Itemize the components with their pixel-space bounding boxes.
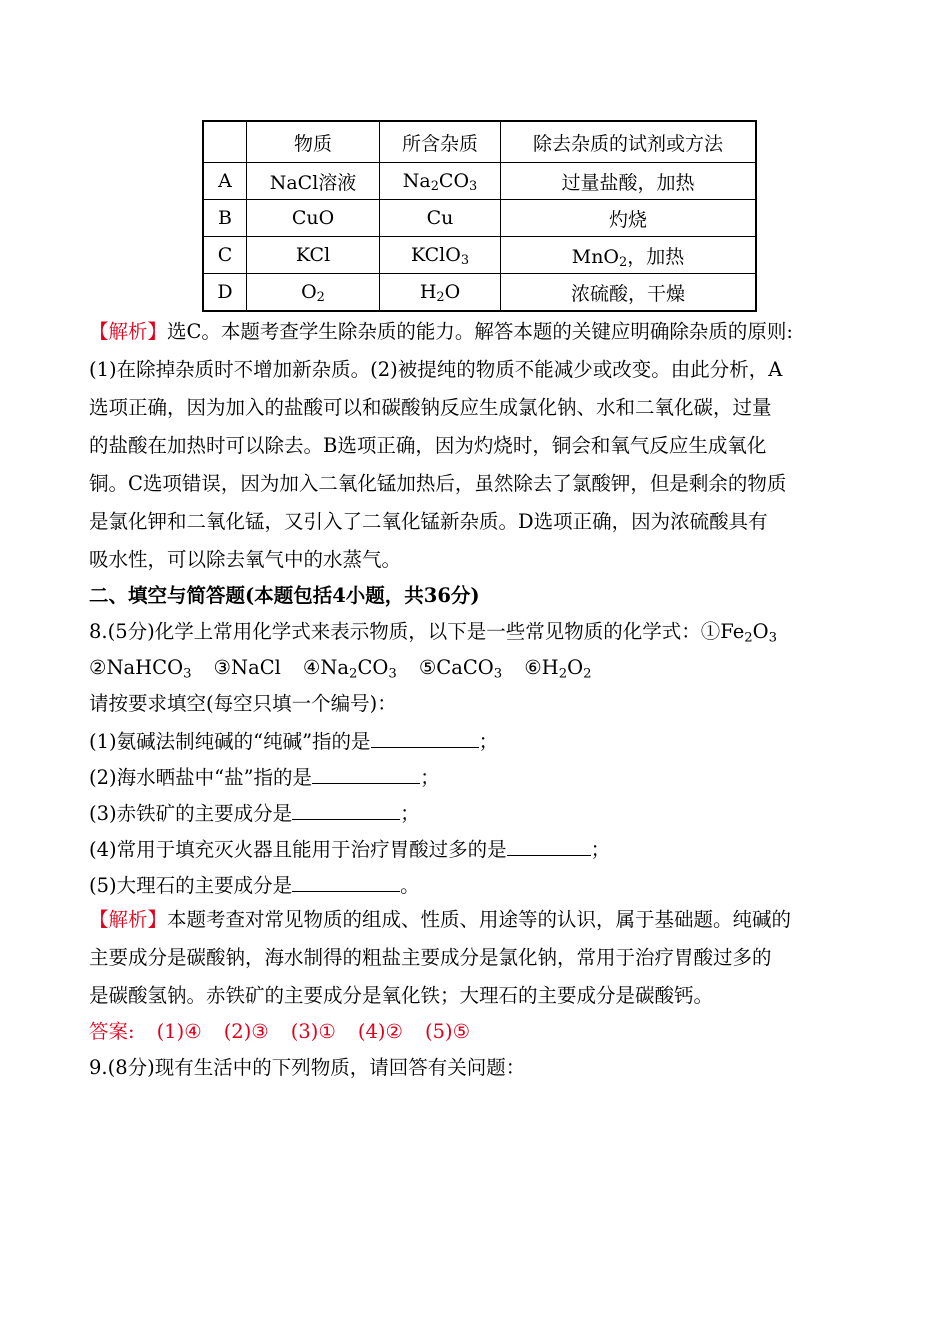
header-cell-substance: 物质 <box>247 121 380 163</box>
table-row <box>203 200 756 237</box>
table-header-row <box>203 121 756 163</box>
analysis-line: 是碳酸氢钠。赤铁矿的主要成分是氧化铁；大理石的主要成分是碳酸钙。 <box>89 984 714 1007</box>
method-cell: MnO$_2$，加热 <box>501 237 757 274</box>
header-cell-method: 除去杂质的试剂或方法 <box>501 121 757 163</box>
question-9-stem: 9.(8分)现有生活中的下列物质，请回答有关问题： <box>89 1056 526 1079</box>
header-cell-option <box>203 121 247 163</box>
header-cell-impurity: 所含杂质 <box>380 121 501 163</box>
analysis-line: 铜。C选项错误，因为加入二氧化锰加热后，虽然除去了氯酸钾，但是剩余的物质 <box>89 472 787 495</box>
impurity-cell: Cu <box>380 200 501 237</box>
analysis-line: 选项正确，因为加入的盐酸可以和碳酸钠反应生成氯化钠、水和二氧化碳，过量 <box>89 396 772 419</box>
substance-cell: $O_2$ <box>247 274 380 312</box>
section-title: 二、填空与简答题(本题包括4小题，共36分) <box>89 584 480 607</box>
analysis-line: 是氯化钾和二氧化锰，又引入了二氧化锰新杂质。D选项正确，因为浓硫酸具有 <box>89 510 768 533</box>
answer-blank[interactable] <box>312 763 420 784</box>
impurity-table <box>202 120 757 312</box>
method-cell: 灼烧 <box>501 200 757 237</box>
option-cell: B <box>203 200 247 237</box>
question-8-part-1: (1)氨碱法制纯碱的“纯碱”指的是 ； <box>89 727 869 755</box>
answer-blank[interactable] <box>292 799 400 820</box>
option-cell: D <box>203 274 247 312</box>
option-cell: C <box>203 237 247 274</box>
table-row <box>203 163 756 200</box>
table-row <box>203 237 756 274</box>
question-8-instruction: 请按要求填空(每空只填一个编号)： <box>89 692 397 715</box>
impurity-cell: $H_2O$ <box>380 274 501 312</box>
question-8-part-5: (5)大理石的主要成分是 。 <box>89 871 869 899</box>
method-cell: 过量盐酸，加热 <box>501 163 757 200</box>
answer-blank[interactable] <box>292 871 400 892</box>
analysis-line: 主要成分是碳酸钠，海水制得的粗盐主要成分是氯化钠，常用于治疗胃酸过多的 <box>89 946 772 969</box>
answer-line: 答案: (1)④ (2)③ (3)① (4)② (5)⑤ <box>89 1020 471 1043</box>
substance-cell: CuO <box>247 200 380 237</box>
substance-cell: NaCl溶液 <box>247 163 380 200</box>
substance-cell: KCl <box>247 237 380 274</box>
impurity-cell: $Na_2CO_3$ <box>380 163 501 200</box>
impurity-cell: KClO$_3$ <box>380 237 501 274</box>
analysis-line: 吸水性，可以除去氧气中的水蒸气。 <box>89 548 402 571</box>
answer-blank[interactable] <box>507 835 591 856</box>
question-8-part-4: (4)常用于填充灭火器且能用于治疗胃酸过多的是 ； <box>89 835 869 863</box>
method-cell: 浓硫酸，干燥 <box>501 274 757 312</box>
question-8-part-3: (3)赤铁矿的主要成分是 ； <box>89 799 869 827</box>
analysis-tag: 【解析】 <box>89 320 168 343</box>
option-cell: A <box>203 163 247 200</box>
question-8-part-2: (2)海水晒盐中“盐”指的是 ； <box>89 763 869 791</box>
table-row <box>203 274 756 312</box>
analysis-line: 【解析】本题考查对常见物质的组成、性质、用途等的认识，属于基础题。纯碱的 <box>89 908 792 931</box>
analysis-line: 【解析】选C。本题考查学生除杂质的能力。解答本题的关键应明确除杂质的原则: <box>89 320 794 343</box>
analysis-tag: 【解析】 <box>89 908 168 931</box>
question-8-stem: 8.(5分)化学上常用化学式来表示物质，以下是一些常见物质的化学式：$①Fe_2O_3$ <box>89 620 778 646</box>
question-8-formulas: ②NaHCO$_3$ ③NaCl $④Na_2CO_3$ ⑤CaCO$_3$ $⑥H_2O_2$ <box>89 656 592 682</box>
analysis-line: 的盐酸在加热时可以除去。B选项正确，因为灼烧时，铜会和氧气反应生成氧化 <box>89 434 767 457</box>
answer-blank[interactable] <box>371 727 479 748</box>
analysis-line: (1)在除掉杂质时不增加新杂质。(2)被提纯的物质不能减少或改变。由此分析，A <box>89 358 783 381</box>
